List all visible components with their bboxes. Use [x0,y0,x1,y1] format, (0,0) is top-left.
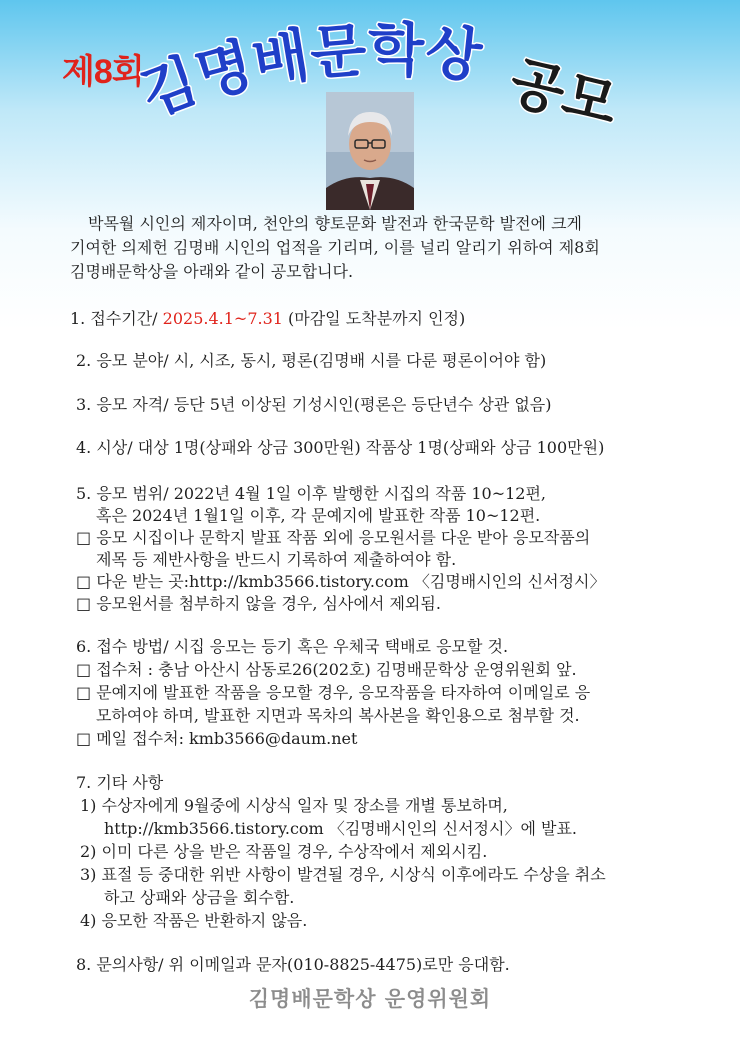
section-8: 8. 문의사항/ 위 이메일과 문자(010-8825-4475)로만 응대함. [76,955,510,974]
section-7-line: 4) 응모한 작품은 반환하지 않음. [80,911,308,930]
section-3: 3. 응모 자격/ 등단 5년 이상된 기성시인(평론은 등단년수 상관 없음) [76,395,552,414]
section-1-label: 1. 접수기간/ [70,309,163,328]
section-1-date: 2025.4.1~7.31 [162,309,283,328]
section-5-line: 제목 등 제반사항을 반드시 기록하여 제출하여야 함. [96,550,457,569]
section-7-line: 1) 수상자에게 9월중에 시상식 일자 및 장소를 개별 통보하며, [80,796,508,815]
section-1-note: (마감일 도착분까지 인정) [282,309,466,328]
organizer-footer: 김명배문학상 운영위원회 [248,987,492,1011]
section-2: 2. 응모 분야/ 시, 시조, 동시, 평론(김명배 시를 다룬 평론이어야 함) [76,351,547,370]
intro-line: 기여한 의제헌 김명배 시인의 업적을 기리며, 이를 널리 알리기 위하여 제8회 [70,238,600,257]
section-6-line: 모하여야 하며, 발표한 지면과 목차의 복사본을 확인용으로 첨부할 것. [96,706,580,725]
edition-label: 제8회 [62,53,144,91]
section-7-line: http://kmb3566.tistory.com 〈김명배시인의 신서정시〉에 발표. [104,819,577,838]
section-6-line: □ 문예지에 발표한 작품을 응모할 경우, 응모작품을 타자하여 이메일로 응 [76,683,591,702]
section-6-line: □ 메일 접수처: kmb3566@daum.net [76,729,358,748]
section-7-line: 7. 기타 사항 [76,773,164,792]
section-5-line: □ 응모원서를 첨부하지 않을 경우, 심사에서 제외됨. [76,594,441,613]
intro-line: 김명배문학상을 아래와 같이 공모합니다. [70,262,354,281]
section-4: 4. 시상/ 대상 1명(상패와 상금 300만원) 작품상 1명(상패와 상금 100만원) [76,438,605,457]
section-5-line: □ 다운 받는 곳:http://kmb3566.tistory.com 〈김명배시인의 신서정시〉 [76,572,606,591]
title-suffix-text: 공모 [503,49,624,139]
section-5-line: 5. 응모 범위/ 2022년 4월 1일 이후 발행한 시집의 작품 10~12편, [76,484,547,503]
intro-line: 박목월 시인의 제자이며, 천안의 향토문화 발전과 한국문학 발전에 크게 [88,214,582,233]
section-1 [70,309,465,329]
section-6-line: □ 접수처 : 충남 아산시 삼동로26(202호) 김명배문학상 운영위원회 앞. [76,660,577,679]
section-5-line: □ 응모 시집이나 문학지 발표 작품 외에 응모원서를 다운 받아 응모작품의 [76,528,591,547]
title-suffix [503,50,624,139]
poet-portrait [326,92,414,210]
section-7-line: 하고 상패와 상금을 회수함. [104,888,295,907]
section-6-line: 6. 접수 방법/ 시집 응모는 등기 혹은 우체국 택배로 응모할 것. [76,637,509,656]
section-7-line: 3) 표절 등 중대한 위반 사항이 발견될 경우, 시상식 이후에라도 수상을 취소 [80,865,606,884]
section-7-line: 2) 이미 다른 상을 받은 작품일 경우, 수상작에서 제외시킴. [80,842,488,861]
section-5-line: 혹은 2024년 1월1일 이후, 각 문예지에 발표한 작품 10~12편. [96,506,541,525]
title-main [131,16,486,129]
title-main-text: 김명배문학상 [131,15,486,129]
portrait-svg [326,92,414,210]
